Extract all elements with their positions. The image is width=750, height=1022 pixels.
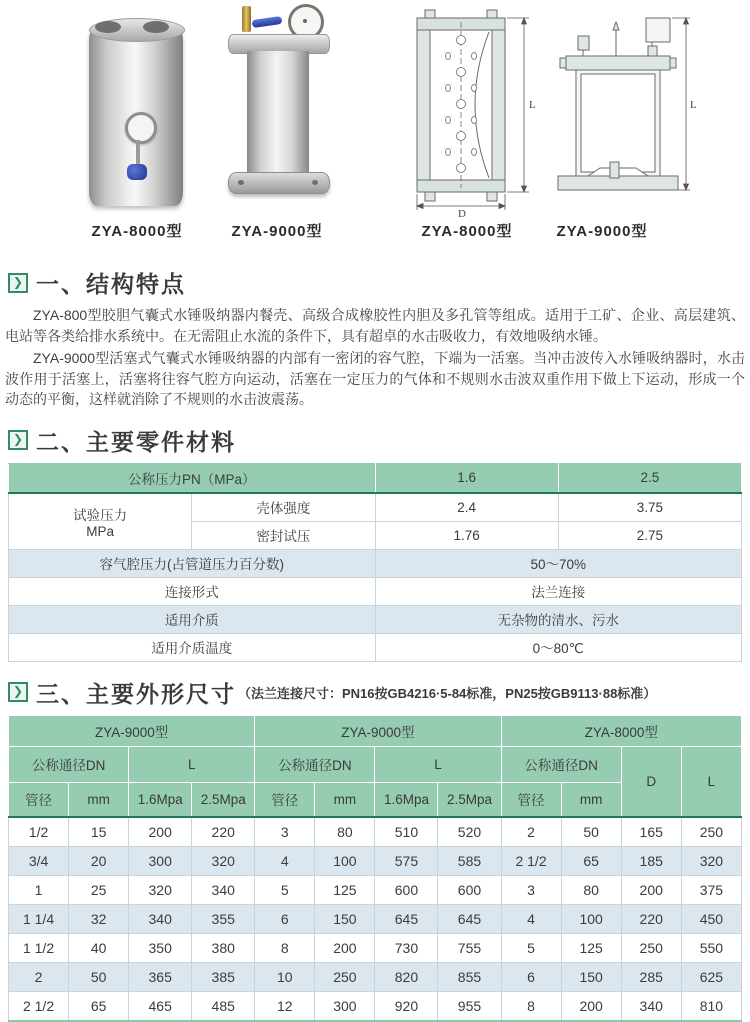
table-cell: 2 1/2 [501,846,561,875]
header-cell: 2.5Mpa [438,782,501,817]
photo-zya-9000 [228,4,328,212]
top-opening [143,21,169,33]
table-cell: 6 [501,962,561,991]
table-cell: 12 [255,991,315,1021]
photo-caption: ZYA-8000型 [91,223,183,240]
table-cell: 1.76 [375,521,558,549]
table-cell: 220 [621,904,681,933]
table-cell: 连接形式 [9,577,376,605]
drawing-caption: ZYA-9000型 [556,223,648,240]
table-cell: 150 [561,962,621,991]
table-cell: 2.4 [375,493,558,522]
table-cell: 3 [255,817,315,847]
table-cell: 200 [561,991,621,1021]
header-cell: 1.6 [375,463,558,493]
brass-valve [242,6,251,32]
header-cell: mm [69,782,129,817]
photo-zya-8000 [85,12,187,212]
table-cell: 1 1/4 [9,904,69,933]
header-row [9,746,742,782]
dimensions-table [8,715,742,1022]
table-cell: 密封试压 [192,521,375,549]
section-bullet-icon: ❯ [8,682,28,702]
bolt [238,180,244,185]
dimension-lines [672,18,690,190]
table-cell: 645 [375,904,438,933]
vessel-body [247,51,309,173]
table-cell: 3.75 [558,493,741,522]
header-cell: 管径 [501,782,561,817]
header-cell: mm [561,782,621,817]
table-cell: 80 [315,817,375,847]
paragraph: ZYA-800型胶胆气囊式水锤吸纳器内餐壳、高级合成橡胶性内胆及多孔管等组成。适用于工矿、企业、高层建筑、电站等各类给排水系统中。在无需阻止水流的条件下，具有超卓的水击吸收力，有效地吸纳水锤。 [5,307,745,344]
table-cell: 100 [561,904,621,933]
header-cell: L [375,746,501,782]
header-cell: D [621,746,681,817]
table-cell: 0～80℃ [375,633,742,661]
table-cell: 25 [69,875,129,904]
section-note: （法兰连接尺寸：PN16按GB4216·5-84标准，PN25按GB9113·88标准） [238,685,657,701]
table-cell: 350 [129,933,192,962]
table-cell: 465 [129,991,192,1021]
header-cell: 1.6Mpa [129,782,192,817]
blue-valve [127,164,147,180]
section-header-2 [8,424,742,457]
table-cell: 300 [129,846,192,875]
header-cell: 2.5 [558,463,741,493]
table-cell: 8 [255,933,315,962]
table-row [9,605,742,633]
header-cell: 2.5Mpa [192,782,255,817]
table-cell: 150 [315,904,375,933]
table-row [9,991,742,1021]
table-cell: 3 [501,875,561,904]
table-cell: 250 [621,933,681,962]
table-cell: 510 [375,817,438,847]
table-cell: 380 [192,933,255,962]
photo-caption: ZYA-9000型 [231,223,323,240]
table-row [9,962,742,991]
blue-lever [252,16,283,28]
dim-label-D: D [458,208,466,218]
test-pressure-cell [9,493,192,550]
table-cell: 320 [681,846,741,875]
pressure-gauge-icon [125,112,157,144]
table-cell: 340 [192,875,255,904]
table-cell: 1 1/2 [9,933,69,962]
table-cell: 585 [438,846,501,875]
table-cell: 645 [438,904,501,933]
table-cell: 485 [192,991,255,1021]
paragraph: ZYA-9000型活塞式气囊式水锤吸纳器的内部有一密闭的容气腔，下端为一活塞。当冲击波传入水锤吸纳器时，水击波作用于活塞上，活塞将往容气腔方向运动，活塞在一定压力的气体和不规则水击波双重作用下做上下运动，形成一个动态的平衡，这样就消除了不规则的水击波震荡。 [5,350,745,407]
table-cell: 100 [315,846,375,875]
group-header-row [9,715,742,746]
group-header: ZYA-9000型 [9,715,255,746]
table-cell: 320 [129,875,192,904]
table-cell: 50～70% [375,549,742,577]
table-cell: 365 [129,962,192,991]
table-cell: 32 [69,904,129,933]
table-cell: 无杂物的清水、污水 [375,605,742,633]
table-cell: 600 [438,875,501,904]
table-cell: 2 1/2 [9,991,69,1021]
table-cell: 65 [69,991,129,1021]
table-cell: 300 [315,991,375,1021]
table-cell: 285 [621,962,681,991]
table-cell: 200 [315,933,375,962]
table-cell: 2 [501,817,561,847]
table-header-row [9,463,742,493]
table-cell: 15 [69,817,129,847]
table-cell: 200 [129,817,192,847]
table-cell: 50 [561,817,621,847]
table-cell: 550 [681,933,741,962]
table-cell: 5 [255,875,315,904]
table-row [9,577,742,605]
section-bullet-icon: ❯ [8,430,28,450]
table-cell: 20 [69,846,129,875]
bolt [312,180,318,185]
dim-label-L: L [529,99,536,111]
table-cell: 3/4 [9,846,69,875]
table-cell: 容气腔压力(占管道压力百分数) [9,549,376,577]
section-bullet-icon: ❯ [8,273,28,293]
table-cell: 65 [561,846,621,875]
gauge-stem [136,140,140,166]
table-cell: 1/2 [9,817,69,847]
drawing-zya-9000 [548,16,698,216]
table-cell: 10 [255,962,315,991]
drawing-zya-8000 [405,4,545,218]
table-row [9,549,742,577]
table-cell: 80 [561,875,621,904]
table-cell: 575 [375,846,438,875]
group-header: ZYA-9000型 [255,715,501,746]
table-cell: 375 [681,875,741,904]
label: 试验压力 [73,507,128,523]
table-cell: 4 [255,846,315,875]
section-title: 三、主要外形尺寸 [36,680,236,707]
table-cell: 1 [9,875,69,904]
section-title: 二、主要零件材料 [36,428,236,455]
header-cell: 公称通径DN [255,746,375,782]
table-row [9,817,742,847]
table-cell: 250 [315,962,375,991]
section-title: 一、结构特点 [36,271,186,297]
table-cell: 125 [561,933,621,962]
table-cell: 355 [192,904,255,933]
table-cell: 125 [315,875,375,904]
table-cell: 600 [375,875,438,904]
table-cell: 520 [438,817,501,847]
table-cell: 2.75 [558,521,741,549]
table-cell: 5 [501,933,561,962]
table-cell: 920 [375,991,438,1021]
section-header-3 [8,676,742,709]
table-cell: 200 [621,875,681,904]
table-cell: 2 [9,962,69,991]
table-cell: 法兰连接 [375,577,742,605]
table-cell: 625 [681,962,741,991]
table-cell: 250 [681,817,741,847]
table-cell: 40 [69,933,129,962]
table-cell: 820 [375,962,438,991]
table-cell: 8 [501,991,561,1021]
table-row [9,633,742,661]
table-row [9,493,742,522]
table-cell: 320 [192,846,255,875]
header-cell: 公称压力PN（MPa） [9,463,376,493]
header-cell: 1.6Mpa [375,782,438,817]
table-cell: 220 [192,817,255,847]
label: MPa [86,523,114,539]
product-gallery [0,0,750,252]
table-cell: 730 [375,933,438,962]
table-cell: 165 [621,817,681,847]
table-cell: 壳体强度 [192,493,375,522]
table-row [9,875,742,904]
table-cell: 855 [438,962,501,991]
table-row [9,933,742,962]
header-cell: 公称通径DN [9,746,129,782]
table-cell: 755 [438,933,501,962]
dimensions-table-body [9,817,742,1021]
table-cell: 385 [192,962,255,991]
table-cell: 4 [501,904,561,933]
table-cell: 185 [621,846,681,875]
dim-label-L: L [690,99,697,111]
table-cell: 6 [255,904,315,933]
header-cell: 管径 [255,782,315,817]
drawing-caption: ZYA-8000型 [421,223,513,240]
group-header: ZYA-8000型 [501,715,742,746]
header-cell: mm [315,782,375,817]
table-cell: 450 [681,904,741,933]
header-cell: 公称通径DN [501,746,621,782]
table-cell: 适用介质温度 [9,633,376,661]
table-cell: 810 [681,991,741,1021]
table-row [9,846,742,875]
top-opening [95,21,121,33]
section-header-1 [8,266,742,299]
header-cell: L [129,746,255,782]
header-cell: 管径 [9,782,69,817]
table-cell: 955 [438,991,501,1021]
table-row [9,904,742,933]
header-cell: L [681,746,741,817]
materials-table [8,463,742,662]
table-cell: 50 [69,962,129,991]
table-cell: 340 [621,991,681,1021]
table-cell: 340 [129,904,192,933]
table-cell: 适用介质 [9,605,376,633]
